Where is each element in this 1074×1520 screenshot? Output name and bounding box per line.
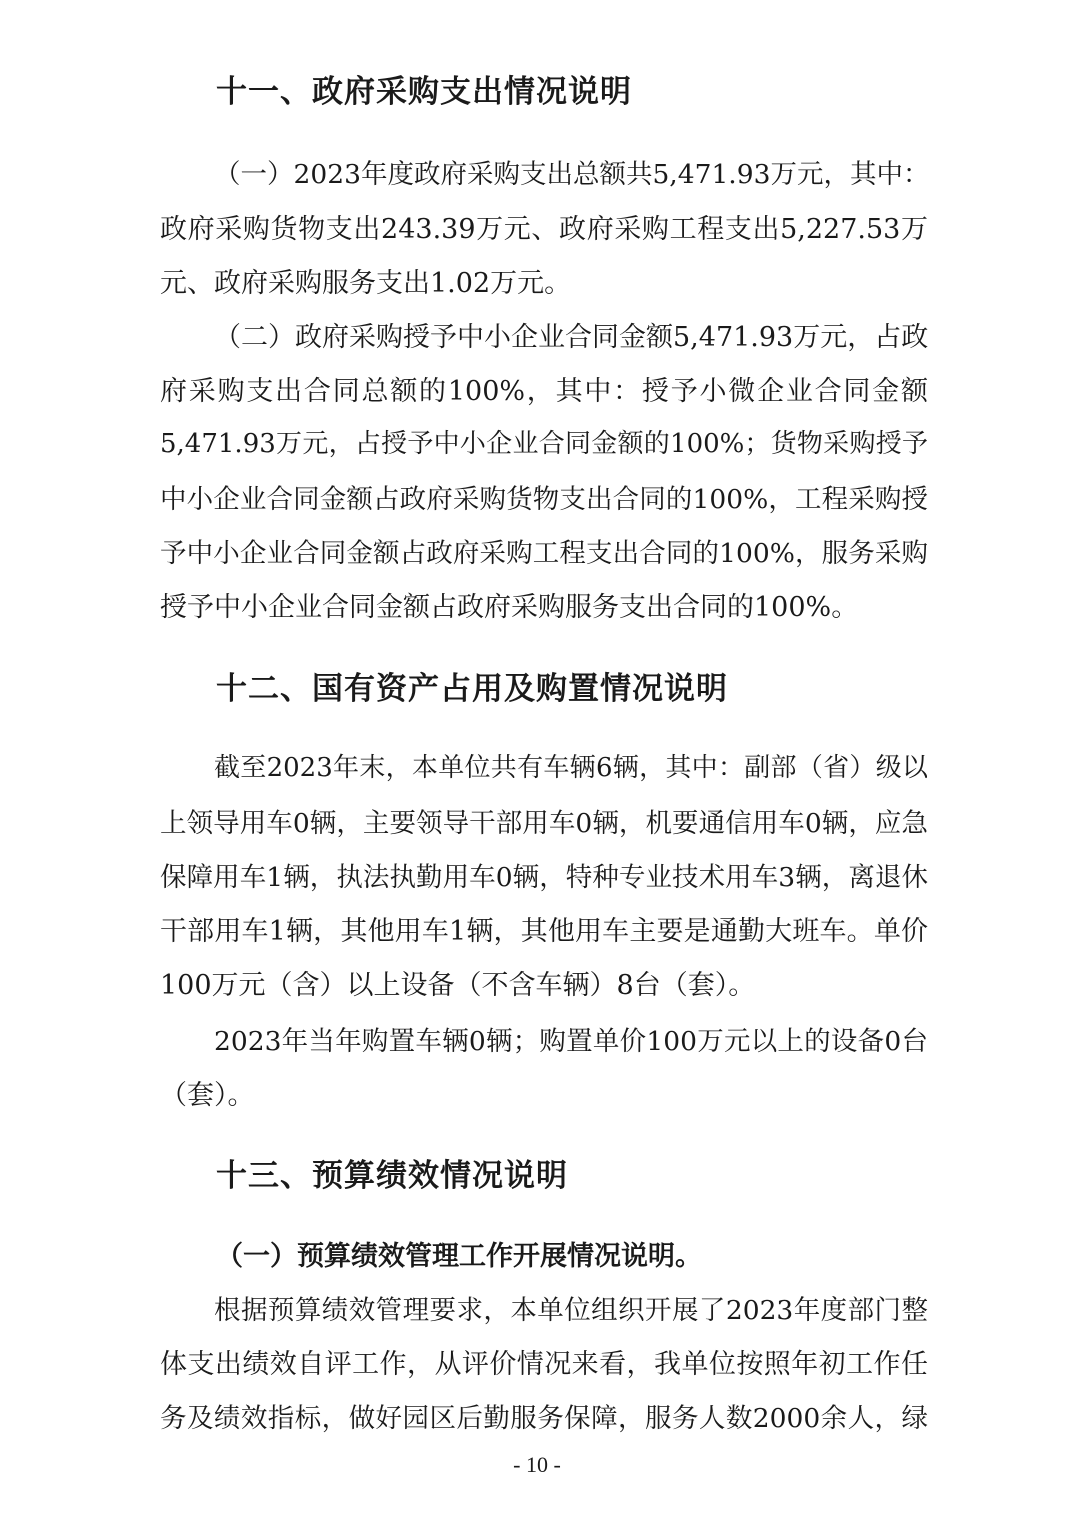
paragraph-line: 截至2023年末，本单位共有车辆6辆，其中：副部（省）级以 [214, 753, 928, 783]
page-number: - 10 - [513, 1452, 561, 1477]
paragraph-line: （二）政府采购授予中小企业合同金额5,471.93万元，占政 [214, 322, 929, 353]
paragraph-line: 政府采购货物支出243.39万元、政府采购工程支出5,227.53万 [160, 214, 928, 245]
paragraph-line: 体支出绩效自评工作，从评价情况来看，我单位按照年初工作任 [160, 1349, 928, 1380]
paragraph-line: 5,471.93万元，占授予中小企业合同金额的100%；货物采购授予 [160, 429, 928, 459]
paragraph-line: 予中小企业合同金额占政府采购工程支出合同的100%，服务采购 [160, 538, 928, 569]
section-12-heading: 十二、国有资产占用及购置情况说明 [216, 671, 728, 707]
section-13-heading: 十三、预算绩效情况说明 [216, 1158, 568, 1194]
paragraph-line: 根据预算绩效管理要求，本单位组织开展了2023年度部门整 [214, 1295, 928, 1326]
paragraph-line: 元、政府采购服务支出1.02万元。 [160, 268, 572, 299]
paragraph-line: 100万元（含）以上设备（不含车辆）8台（套）。 [160, 970, 756, 1001]
paragraph-line: 授予中小企业合同金额占政府采购服务支出合同的100%。 [160, 592, 859, 623]
paragraph-line: 保障用车1辆，执法执勤用车0辆，特种专业技术用车3辆，离退休 [160, 862, 928, 893]
paragraph-line: 府采购支出合同总额的100%，其中：授予小微企业合同金额 [160, 376, 928, 407]
paragraph-line: 务及绩效指标，做好园区后勤服务保障，服务人数2000余人，绿 [160, 1403, 928, 1434]
paragraph-line: （套）。 [160, 1080, 255, 1111]
subsection-heading: （一）预算绩效管理工作开展情况说明。 [216, 1241, 702, 1272]
paragraph-line: 2023年当年购置车辆0辆；购置单价100万元以上的设备0台 [214, 1026, 928, 1057]
paragraph-line: 上领导用车0辆，主要领导干部用车0辆，机要通信用车0辆，应急 [160, 808, 928, 839]
paragraph-line: 中小企业合同金额占政府采购货物支出合同的100%，工程采购授 [160, 484, 928, 515]
paragraph-line: （一）2023年度政府采购支出总额共5,471.93万元，其中： [214, 159, 930, 190]
paragraph-line: 干部用车1辆，其他用车1辆，其他用车主要是通勤大班车。单价 [160, 916, 928, 947]
section-11-heading: 十一、政府采购支出情况说明 [216, 74, 632, 110]
